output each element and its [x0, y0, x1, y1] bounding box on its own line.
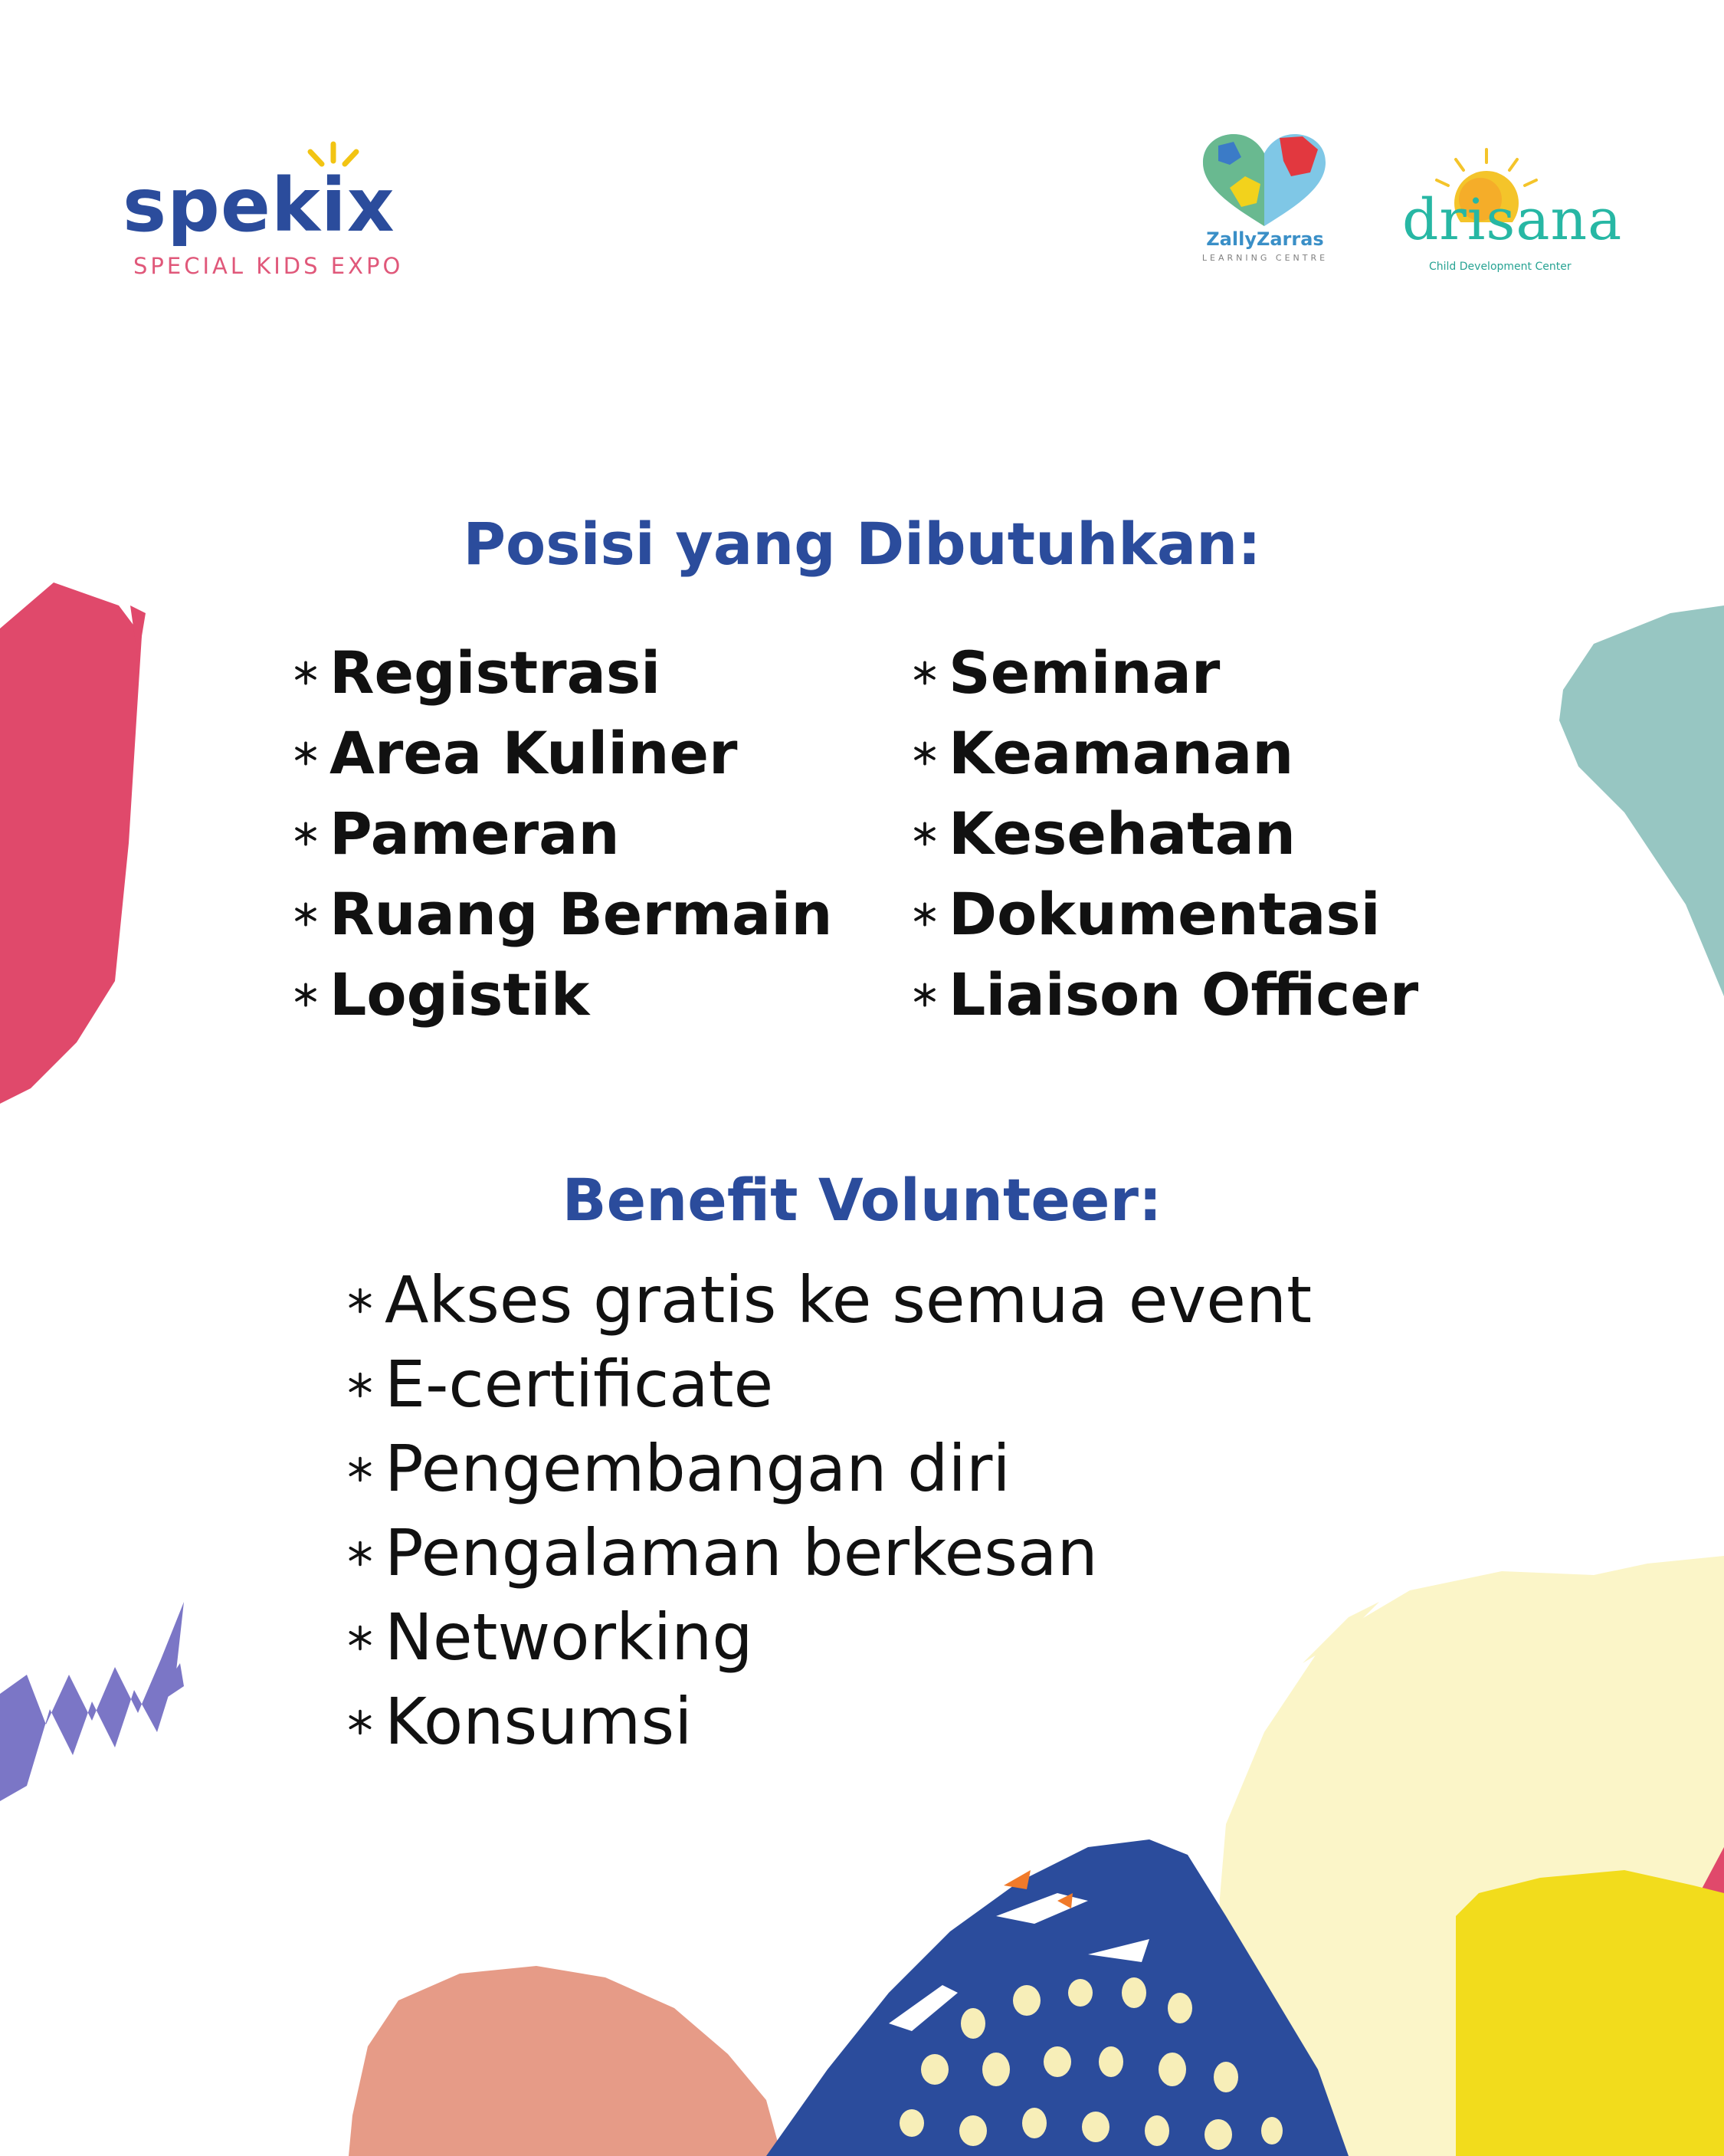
zallyzarras-tagline: LEARNING CENTRE — [1201, 253, 1329, 263]
benefit-label: Networking — [385, 1600, 753, 1675]
spekix-wordmark: spekix — [123, 162, 395, 248]
asterisk-bullet-icon — [912, 740, 938, 766]
list-item — [346, 1431, 1312, 1519]
position-label: Keamanan — [949, 719, 1294, 787]
position-label: Seminar — [949, 638, 1221, 707]
list-item — [346, 1347, 1312, 1435]
list-item — [293, 638, 832, 723]
zallyzarras-logo — [1188, 130, 1341, 276]
list-item — [293, 719, 832, 803]
benefits-list — [346, 1262, 1313, 1772]
positions-list-right — [912, 638, 1419, 1045]
benefit-label: Pengembangan diri — [385, 1431, 1011, 1506]
benefit-label: E-certificate — [385, 1347, 774, 1422]
asterisk-bullet-icon — [912, 901, 938, 927]
list-item — [346, 1515, 1312, 1603]
list-item — [346, 1600, 1312, 1688]
drisana-tagline: Child Development Center — [1429, 261, 1572, 273]
benefits-heading: Benefit Volunteer: — [562, 1166, 1162, 1234]
position-label: Dokumentasi — [949, 880, 1381, 948]
list-item — [912, 799, 1418, 884]
asterisk-bullet-icon — [346, 1371, 374, 1399]
heart-hands-icon — [1188, 130, 1341, 230]
position-label: Pameran — [329, 799, 620, 868]
asterisk-bullet-icon — [293, 982, 319, 1008]
list-item — [293, 960, 832, 1045]
asterisk-bullet-icon — [346, 1624, 374, 1652]
asterisk-bullet-icon — [346, 1287, 374, 1314]
list-item — [912, 880, 1418, 964]
asterisk-bullet-icon — [346, 1455, 374, 1483]
position-label: Logistik — [329, 960, 590, 1029]
positions-list-left — [293, 638, 833, 1045]
list-item — [346, 1684, 1312, 1772]
asterisk-bullet-icon — [912, 660, 938, 686]
drisana-logo — [1395, 146, 1623, 284]
position-label: Kesehatan — [949, 799, 1296, 868]
asterisk-bullet-icon — [293, 740, 319, 766]
asterisk-bullet-icon — [912, 982, 938, 1008]
benefit-label: Pengalaman berkesan — [385, 1515, 1098, 1590]
benefit-label: Konsumsi — [385, 1684, 693, 1759]
list-item — [912, 960, 1419, 1045]
list-item — [346, 1262, 1313, 1350]
asterisk-bullet-icon — [293, 660, 319, 686]
benefit-label: Akses gratis ke semua event — [385, 1262, 1313, 1337]
list-item — [293, 880, 833, 964]
asterisk-bullet-icon — [346, 1540, 374, 1567]
asterisk-bullet-icon — [912, 821, 938, 847]
position-label: Area Kuliner — [329, 719, 738, 787]
list-item — [912, 638, 1418, 723]
spekix-tagline: SPECIAL KIDS EXPO — [133, 253, 404, 279]
asterisk-bullet-icon — [293, 901, 319, 927]
drisana-wordmark: drisana — [1402, 187, 1623, 253]
spekix-logo — [123, 138, 414, 284]
positions-heading: Posisi yang Dibutuhkan: — [463, 510, 1261, 578]
asterisk-bullet-icon — [346, 1708, 374, 1736]
position-label: Ruang Bermain — [329, 880, 833, 948]
position-label: Liaison Officer — [949, 960, 1419, 1029]
list-item — [912, 719, 1418, 803]
list-item — [293, 799, 832, 884]
position-label: Registrasi — [329, 638, 661, 707]
zallyzarras-wordmark: ZallyZarras — [1206, 228, 1324, 250]
asterisk-bullet-icon — [293, 821, 319, 847]
